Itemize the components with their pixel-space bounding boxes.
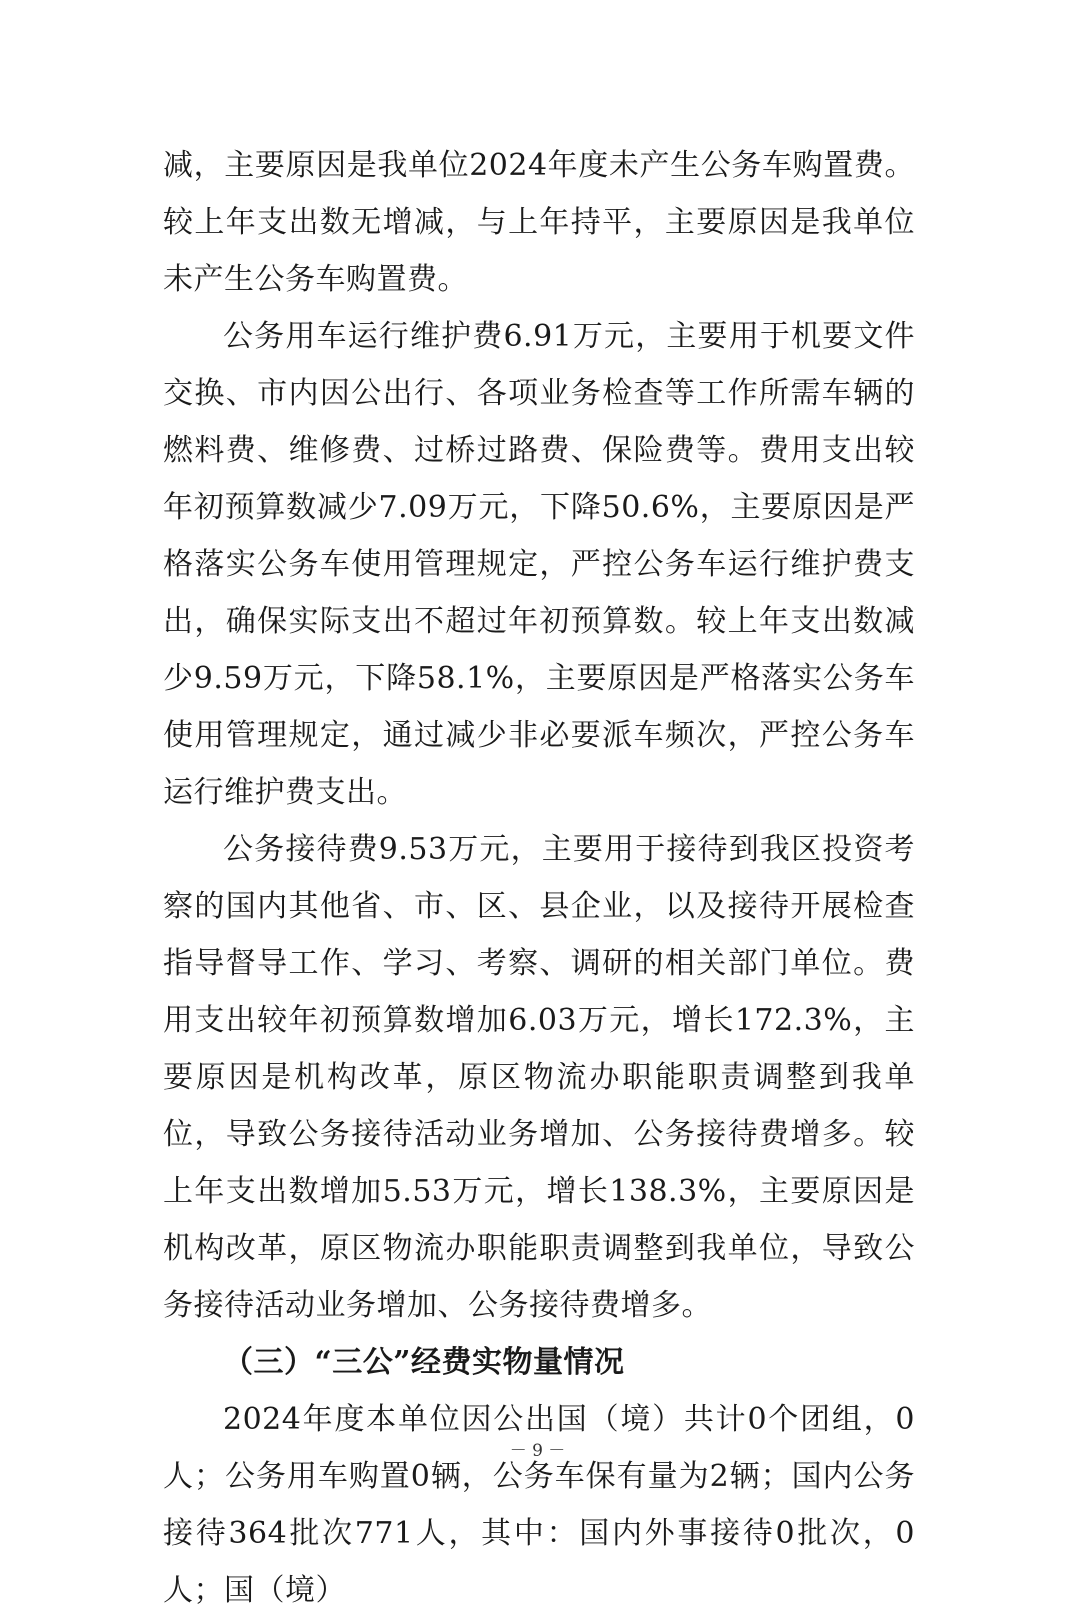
section-heading: （三）“三公”经费实物量情况	[223, 1345, 625, 1380]
page-content	[163, 137, 915, 1619]
paragraph-physical-quantity: 2024年度本单位因公出国（境）共计0个团组，0人；公务用车购置0辆，公务车保有量为2辆；国内公务接待364批次771人，其中：国内外事接待0批次，0人；国（境）	[163, 1402, 915, 1608]
page-number: － 9 －	[509, 1441, 566, 1461]
paragraph-reception-expense: 公务接待费9.53万元，主要用于接待到我区投资考察的国内其他省、市、区、县企业，以及接待开展检查指导督导工作、学习、考察、调研的相关部门单位。费用支出较年初预算数增加6.03万元，增长172.3%，主要原因是机构改革，原区物流办职能职责调整到我单位，导致公务接待活动业务增加、公务接待费增多。较上年支出数增加5.53万元，增长138.3%，主要原因是机构改革，原区物流办职能职责调整到我单位，导致公务接待活动业务增加、公务接待费增多。	[163, 832, 915, 1323]
paragraph-car-maintenance: 公务用车运行维护费6.91万元，主要用于机要文件交换、市内因公出行、各项业务检查等工作所需车辆的燃料费、维修费、过桥过路费、保险费等。费用支出较年初预算数减少7.09万元，下降50.6%，主要原因是严格落实公务车使用管理规定，严控公务车运行维护费支出，确保实际支出不超过年初预算数。较上年支出数减少9.59万元，下降58.1%，主要原因是严格落实公务车使用管理规定，通过减少非必要派车频次，严控公务车运行维护费支出。	[163, 319, 915, 810]
paragraph-car-purchase-continued: 减，主要原因是我单位2024年度未产生公务车购置费。较上年支出数无增减，与上年持平，主要原因是我单位未产生公务车购置费。	[163, 148, 915, 297]
